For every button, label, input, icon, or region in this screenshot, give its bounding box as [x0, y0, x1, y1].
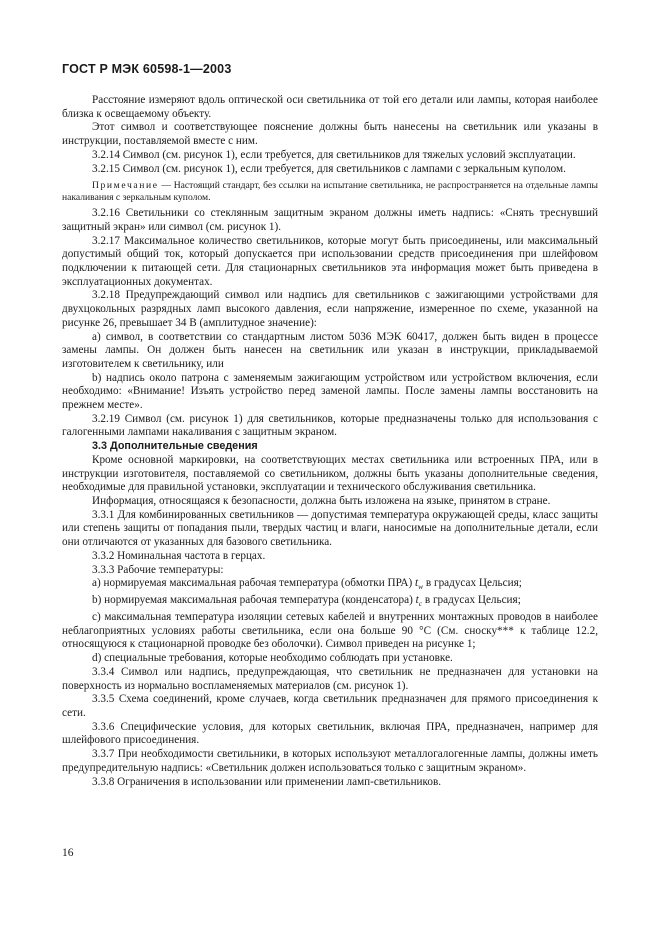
- paragraph: 3.3.5 Схема соединений, кроме случаев, когда светильник предназначен для прямого присоединения к сети.: [62, 693, 598, 719]
- paragraph: Информация, относящаяся к безопасности, должна быть изложена на языке, принятом в стране.: [92, 494, 551, 507]
- paragraph: 3.2.19 Символ (см. рисунок 1) для светильников, которые предназначены только для использования с галогенными лампами накаливания с защитным экраном.: [62, 412, 598, 439]
- note-paragraph: [62, 180, 598, 204]
- paragraph: 3.2.18 Предупреждающий символ или надпись для светильников с зажигающими устройствами для двухцокольных разрядных ламп высокого давления, если напряжение, измеренное по схеме, указанной на рисунке 26, превышает 34 В (амплитудное значение):: [62, 289, 598, 329]
- paragraph: 3.2.17 Максимальное количество светильников, которые могут быть присоединены, или максимальный допустимый общий ток, который допускается при использовании средств присоединения при шлейфовом подключении к питающей сети. Для стационарных светильников эта информация может быть приведена в эксплуатационных документах.: [62, 234, 598, 288]
- page-number: 16: [62, 847, 74, 859]
- paragraph: 3.2.14 Символ (см. рисунок 1), если требуется, для светильников для тяжелых условий эксплуатации.: [92, 148, 576, 161]
- paragraph: 3.3.6 Специфические условия, для которых светильник, включая ПРА, предназначен, например для шлейфового присоединения.: [62, 720, 598, 747]
- paragraph: b) надпись около патрона с заменяемым зажигающим устройством или устройством включения, если необходимо: «Внимание! Изъять устройство перед заменой лампы. После замены лампы восстановить на прежнем месте».: [62, 371, 598, 412]
- paragraph: c) максимальная температура изоляции сетевых кабелей и внутренних монтажных проводов в наиболее неблагоприятных условиях работы светильника, если она больше 90 °С (См. сноску*** к таблице 12.2, относящуюся к стационарной проводке без оболочки). Символ приведен на рисунке 1;: [62, 611, 598, 651]
- paragraph: 3.3.7 При необходимости светильники, в которых используют металлогалогенные лампы, должны иметь предупредительную надпись: «Светильник должен использоваться только с защитным экраном».: [62, 748, 598, 774]
- paragraph: Расстояние измеряют вдоль оптической оси светильника от той его детали или лампы, которая наиболее близка к освещаемому объекту.: [62, 94, 598, 120]
- paragraph: 3.3.4 Символ или надпись, предупреждающая, что светильник не предназначен для установки на поверхность из нормально воспламеняемых материалов (см. рисунок 1).: [62, 665, 598, 692]
- paragraph: a) символ, в соответствии со стандартным листом 5036 МЭК 60417, должен быть виден в процессе замены лампы. Он должен быть нанесен на светильник или указан в инструкции, прикладываемой изготовителем к светильнику, или: [62, 330, 598, 370]
- paragraph: Этот символ и соответствующее пояснение должны быть нанесены на светильник или указаны в инструкции, поставляемой вместе с ним.: [62, 121, 598, 148]
- note-label: Примечание: [92, 180, 159, 192]
- section-title: 3.3 Дополнительные сведения: [92, 440, 258, 453]
- paragraph: Кроме основной маркировки, на соответствующих местах светильника или встроенных ПРА, или в инструкции изготовителя, поставляемой со светильником, должны быть указаны дополнительные сведения, необходимые для правильной установки, эксплуатации и технического обслуживания светильника.: [62, 453, 598, 494]
- note-text: — Настоящий стандарт, без ссылки на испытание светильника, не распространяется на отдельные лампы накаливания с зеркальным куполом.: [62, 180, 598, 204]
- paragraph: 3.2.16 Светильники со стеклянным защитным экраном должны иметь надпись: «Снять треснувший защитный экран» или символ (см. рисунок 1).: [62, 207, 598, 233]
- standard-header: ГОСТ Р МЭК 60598-1—2003: [62, 62, 232, 76]
- paragraph: d) специальные требования, которые необходимо соблюдать при установке.: [92, 652, 453, 665]
- body-text: [62, 94, 598, 789]
- paragraph: 3.3.2 Номинальная частота в герцах.: [92, 549, 266, 562]
- paragraph: 3.3.3 Рабочие температуры:: [92, 563, 224, 576]
- temp-item-a: a) нормируемая максимальная рабочая температура (обмотки ПРА) $t_w$ в градусах Цельсия;: [92, 577, 522, 592]
- paragraph: 3.2.15 Символ (см. рисунок 1), если требуется, для светильников с лампами с зеркальным куполом.: [92, 162, 566, 175]
- paragraph: 3.3.1 Для комбинированных светильников — допустимая температура окружающей среды, класс защиты или степень защиты от попадания пыли, твердых частиц и влаги, наносимые на дополнительные детали, если они отличаются от указанных для базового светильника.: [62, 508, 598, 549]
- temp-item-b: b) нормируемая максимальная рабочая температура (конденсатора) $t_c$ в градусах Цельсия;: [92, 594, 521, 609]
- paragraph: 3.3.8 Ограничения в использовании или применении ламп-светильников.: [92, 775, 442, 788]
